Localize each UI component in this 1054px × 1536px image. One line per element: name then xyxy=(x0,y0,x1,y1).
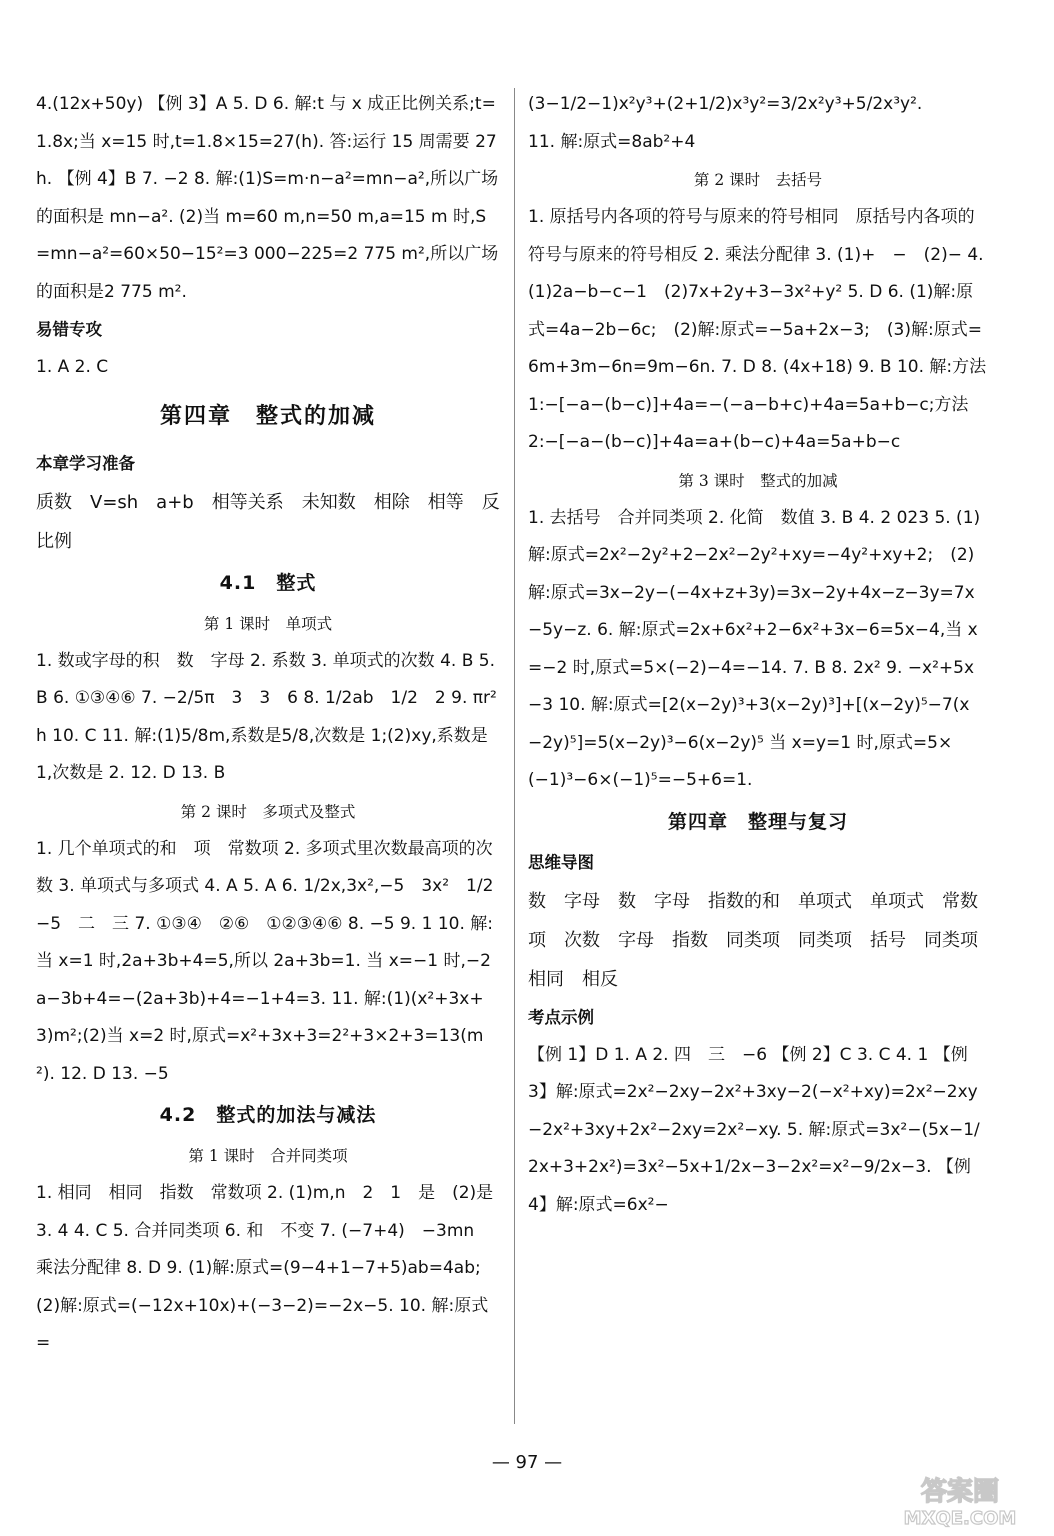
right-column xyxy=(528,86,996,1224)
review-title: 第四章 整理与复习 xyxy=(667,810,848,833)
lesson-title: 第 1 课时 单项式 xyxy=(203,614,333,633)
svg-text:MXQE.COM: MXQE.COM xyxy=(903,1508,1017,1529)
prep-answers: 质数 V=sh a+b 相等关系 未知数 相除 相等 反比例 xyxy=(36,491,500,552)
answer-paragraph: 11. 解:原式=8ab²+4 xyxy=(528,131,696,152)
mistakes-heading: 易错专攻 xyxy=(36,320,102,339)
lesson-answers: 1. 去括号 合并同类项 2. 化简 数值 3. B 4. 2 023 5. (1)解:原式=2x²−2y²+2−2x²−2y²+xy=−4y²+xy+2; (2)解:原式=3x−2y−(−4x+z+3y)=3x−2y+4x−z−3y=7x−5y−z. 6. 解:原式=2x+6x²+2−6x²+3x−6=5x−4,当 x=−2 时,原式=5×(−2)−4=−14. 7. B 8. 2x² 9. −x²+5x−3 10. 解:原式=[2(x−2y)³+3(x−2y)³]+[(x−2y)⁵−7(x−2y)⁵]=5(x−2y)³−6(x−2y)⁵ 当 x=y=1 时,原式=5×(−1)³−6×(−1)⁵=−5+6=1. xyxy=(528,507,981,790)
mindmap-answers: 数 字母 数 字母 指数的和 单项式 单项式 常数项 次数 字母 指数 同类项 同类项 括号 同类项 相同 相反 xyxy=(528,890,996,990)
chapter-title: 第四章 整式的加减 xyxy=(159,403,376,429)
examples-heading: 考点示例 xyxy=(528,1007,594,1027)
left-column xyxy=(36,86,511,1363)
svg-text:答案圈: 答案圈 xyxy=(920,1477,1000,1507)
lesson-answers: 1. 相同 相同 指数 常数项 2. (1)m,n 2 1 是 (2)是 3. 4 4. C 5. 合并同类项 6. 和 不变 7. (−7+4) −3mn 乘法分配律 8. D 9. (1)解:原式=(9−4+1−7+5)ab=4ab; (2)解:原式=(−12x+10x)+(−3−2)=−2x−5. 10. 解:原式= xyxy=(36,1183,498,1353)
answer-continuation: (3−1/2−1)x²y³+(2+1/2)x³y²=3/2x²y³+5/2x³y². xyxy=(528,94,923,114)
section-title-4-2: 4.2 整式的加法与减法 xyxy=(159,1104,377,1126)
prep-heading: 本章学习准备 xyxy=(36,453,135,473)
section-title-4-1: 4.1 整式 xyxy=(219,571,317,594)
column-divider xyxy=(514,88,515,1424)
lesson-title: 第 2 课时 去括号 xyxy=(693,171,823,189)
page-number: — 97 — xyxy=(491,1452,563,1473)
mistakes-answers: 1. A 2. C xyxy=(36,357,109,377)
answer-paragraph: 4.(12x+50y) 【例 3】A 5. D 6. 解:t 与 x 成正比例关系;t=1.8x;当 x=15 时,t=1.8×15=27(h). 答:运行 15 周需要 27 h. 【例 4】B 7. −2 8. 解:(1)S=m·n−a²=mn−a²,所以广场的面积是 mn−a². (2)当 m=60 m,n=50 m,a=15 m 时,S=mn−a²=60×50−15²=3 000−225=2 775 m²,所以广场的面积是2 775 m². xyxy=(36,94,499,302)
mindmap-heading: 思维导图 xyxy=(528,852,594,872)
watermark-logo xyxy=(880,1470,1040,1530)
lesson-title: 第 3 课时 整式的加减 xyxy=(678,471,838,490)
lesson-title: 第 1 课时 合并同类项 xyxy=(188,1147,348,1165)
lesson-answers: 1. 数或字母的积 数 字母 2. 系数 3. 单项式的次数 4. B 5. B 6. ①③④⑥ 7. −2/5π 3 3 6 8. 1/2ab 1/2 2 9. πr²h 10. C 11. 解:(1)5/8m,系数是5/8,次数是 1;(2)xy,系数是 1,次数是 2. 12. D 13. B xyxy=(36,650,497,783)
lesson-title: 第 2 课时 多项式及整式 xyxy=(180,802,356,821)
lesson-answers: 1. 几个单项式的和 项 常数项 2. 多项式里次数最高项的次数 3. 单项式与多项式 4. A 5. A 6. 1/2x,3x²,−5 3x² 1/2 −5 二 三 7. ①③④ ②⑥ ①②③④⑥ 8. −5 9. 1 10. 解:当 x=1 时,2a+3b+4=5,所以 2a+3b=1. 当 x=−1 时,−2a−3b+4=−(2a+3b)+4=−1+4=3. 11. 解:(1)(x²+3x+3)m²;(2)当 x=2 时,原式=x²+3x+3=2²+3×2+3=13(m²). 12. D 13. −5 xyxy=(36,838,511,1084)
examples-answers: 【例 1】D 1. A 2. 四 三 −6 【例 2】C 3. C 4. 1 【例 3】解:原式=2x²−2xy−2x²+3xy−2(−x²+xy)=2x²−2xy−2x²+3xy+2x²−2xy=2x²−xy. 5. 解:原式=3x²−(5x−1/2x+3+2x²)=3x²−5x+1/2x−3−2x²=x²−9/2x−3. 【例 4】解:原式=6x²− xyxy=(528,1044,980,1215)
lesson-answers: 1. 原括号内各项的符号与原来的符号相同 原括号内各项的符号与原来的符号相反 2. 乘法分配律 3. (1)+ − (2)− 4. (1)2a−b−c−1 (2)7x+2y+3−3x²+y² 5. D 6. (1)解:原式=4a−2b−6c; (2)解:原式=−5a+2x−3; (3)解:原式=6m+3m−6n=9m−6n. 7. D 8. (4x+18) 9. B 10. 解:方法 1:−[−a−(b−c)]+4a=−(−a−b+c)+4a=5a+b−c;方法 2:−[−a−(b−c)]+4a=a+(b−c)+4a=5a+b−c xyxy=(528,207,987,452)
